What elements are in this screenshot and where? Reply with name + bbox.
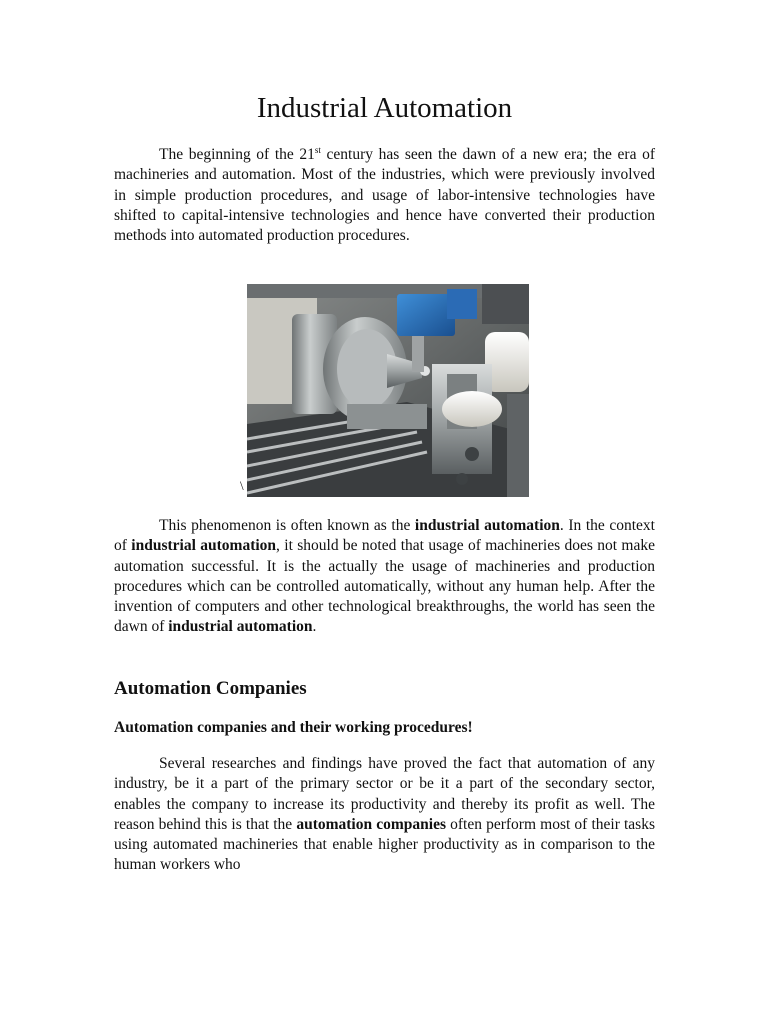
phenomenon-text-1: This phenomenon is often known as the [159, 517, 415, 534]
bold-term-2: industrial automation [131, 537, 277, 555]
subsection-heading: Automation companies and their working procedures! [114, 719, 473, 736]
phenomenon-text-2: . In the context of [114, 517, 655, 555]
companies-text-2: often perform most of their tasks using automated machineries that enable higher productivity as in comparison to the human workers who [114, 815, 655, 874]
machine-photo-illustration [247, 284, 529, 497]
machine-photo [247, 284, 529, 497]
bold-term-3: industrial automation [168, 618, 313, 636]
companies-text-1: Several researches and findings have proved the fact that automation of any industry, be it a part of the primary sector or be it a part of the secondary sector, enables the company to increase its productivity and thereby its profit as well. The reason behind this is that the [114, 755, 655, 833]
bold-term-companies: automation companies [296, 815, 446, 833]
companies-paragraph [114, 754, 655, 876]
phenomenon-text-4: . [312, 618, 317, 636]
ordinal-superscript: st [314, 145, 321, 155]
bold-term-1: industrial automation [414, 517, 560, 534]
document-title: Industrial Automation [256, 92, 513, 124]
section-heading: Automation Companies [114, 678, 307, 699]
phenomenon-text-3: , it should be noted that usage of machineries does not make automation successful. It is the actually the usage of machineries and production procedures which can be controlled automatically, without any human help. After the invention of computers and other technological breakthroughs, the world has seen the dawn of [114, 537, 655, 636]
stray-backslash-mark: \ [240, 478, 244, 493]
intro-text-rest: century has seen the dawn of a new era; the era of machineries and automation. Most of the industries, which were previously involved in simple production procedures, and usage of labor-intensive technologies have shifted to capital-intensive technologies and hence have converted their production methods into automated production procedures. [114, 146, 655, 245]
phenomenon-paragraph [114, 516, 655, 638]
intro-paragraph [114, 145, 655, 246]
intro-text-start: The beginning of the 21 [159, 146, 315, 163]
